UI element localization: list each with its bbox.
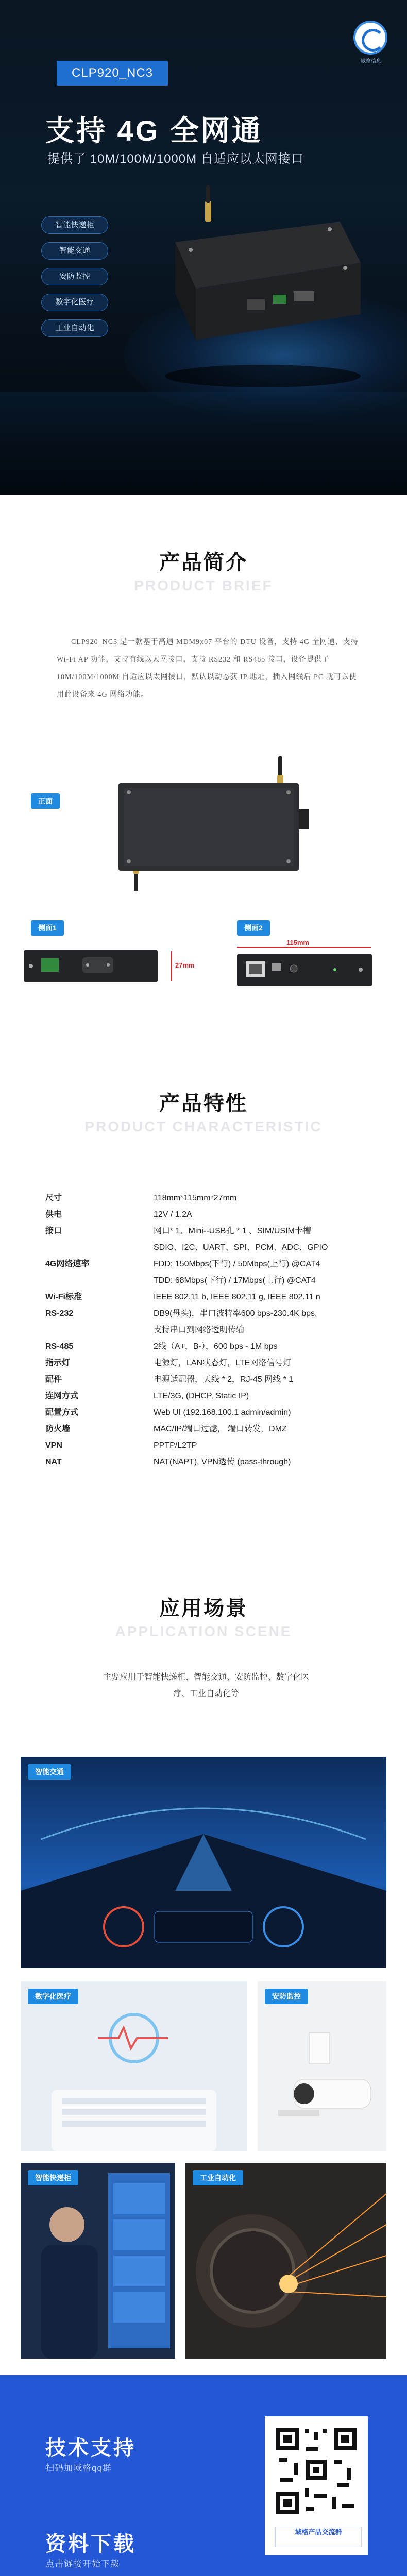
section-title: 应用场景 (159, 1597, 248, 1620)
section-title: 产品特性 (159, 1092, 248, 1115)
support-subtitle: 扫码加域格qq群 (45, 2463, 112, 2473)
spec-row (45, 1421, 385, 1437)
badge-industry: 工业自动化 (193, 2170, 243, 2185)
spec-value: 2线（A+，B-），600 bps - 1M bps (154, 1342, 278, 1351)
locker-image (21, 2163, 175, 2359)
spec-table (45, 1190, 385, 1470)
spec-row (45, 1355, 385, 1371)
spec-row (45, 1223, 385, 1256)
spec-key: 4G网络速率 (45, 1260, 90, 1268)
spec-key: 防火墙 (45, 1425, 71, 1433)
spec-key: RS-232 (45, 1309, 74, 1318)
dim-height-label: 27mm (175, 961, 195, 969)
spec-value: SDIO、I2C、UART、SPI、PCM、ADC、GPIO (154, 1243, 328, 1252)
product-characteristic-section (0, 1077, 407, 1582)
router-hero-image (155, 185, 371, 392)
spec-key: VPN (45, 1441, 62, 1450)
spec-value: FDD: 150Mbps(下行) / 50Mbps(上行) @CAT4 (154, 1260, 320, 1268)
spec-value: NAT(NAPT), VPN透传 (pass-through) (154, 1458, 291, 1466)
hero-subtitle: 提供了 10M/100M/1000M 自适应以太网接口 (47, 152, 304, 166)
spec-value: 12V / 1.2A (154, 1210, 192, 1219)
spec-key: 指示灯 (45, 1359, 71, 1367)
spec-key: 配件 (45, 1375, 62, 1384)
section-title: 产品简介 (159, 551, 248, 574)
spec-key: 供电 (45, 1210, 62, 1219)
download-title: 资料下载 (45, 2533, 136, 2555)
spec-row (45, 1338, 385, 1355)
spec-row (45, 1207, 385, 1223)
security-image (258, 1981, 386, 2151)
badge-medical: 数字化医疗 (28, 1989, 78, 2004)
support-footer (0, 2375, 407, 2576)
hero-floor (0, 392, 407, 495)
spec-value: LTE/3G, (DHCP, Static IP) (154, 1392, 249, 1400)
section-title-en: APPLICATION SCENE (115, 1623, 292, 1639)
qr-caption: 域格产品交流群 (275, 2527, 362, 2547)
medical-image (21, 1981, 247, 2151)
spec-key: 尺寸 (45, 1194, 62, 1202)
hero-title: 支持 4G 全网通 (45, 114, 263, 147)
spec-value: 电源灯，LAN状态灯，LTE网络信号灯 (154, 1359, 292, 1367)
router-side2-image (232, 950, 381, 991)
spec-row (45, 1190, 385, 1207)
spec-value: IEEE 802.11 b, IEEE 802.11 g, IEEE 802.11 n (154, 1293, 320, 1301)
dim-width-label: 115mm (286, 939, 310, 946)
brief-paragraph: CLP920_NC3 是一款基于高通 MDM9x07 平台的 DTU 设备，支持 4G 全网通、支持 Wi-Fi AP 功能，支持有线以太网接口，支持 RS232 和 RS485 接口，设备提供了 10M/100M/1000M 自适应以太网接口，默认以动态获 IP 地址，插入网线后 PC 就可以使用此设备来 4G 网络功能。 (57, 638, 359, 699)
spec-row (45, 1306, 385, 1338)
router-side1-image (21, 943, 175, 989)
feature-tag: 智能快递柜 (41, 216, 108, 234)
spec-row (45, 1388, 385, 1404)
hero-banner (0, 0, 407, 495)
traffic-image (21, 1757, 386, 1968)
spec-value: 支持串口到网络透明传输 (154, 1326, 245, 1334)
spec-key: NAT (45, 1458, 62, 1466)
spec-key: Wi-Fi标准 (45, 1293, 82, 1301)
spec-row (45, 1371, 385, 1388)
spec-row (45, 1454, 385, 1470)
logo-mark-icon (353, 21, 387, 55)
section-title-en: PRODUCT BRIEF (134, 578, 273, 594)
spec-value: DB9(母头)，串口波特率600 bps-230.4K bps, (154, 1309, 317, 1318)
badge-side2: 侧面2 (237, 920, 270, 936)
spec-row (45, 1437, 385, 1454)
feature-tag: 智能交通 (41, 242, 108, 260)
scene-card-medical (21, 1981, 247, 2151)
feature-tag: 数字化医疗 (41, 294, 108, 311)
badge-traffic: 智能交通 (28, 1764, 71, 1780)
qr-code-icon (265, 2416, 368, 2524)
badge-front: 正面 (31, 793, 60, 809)
model-tag: CLP920_NC3 (57, 61, 168, 86)
section-heading (0, 1087, 407, 1135)
dim-line-width (237, 947, 371, 948)
dim-line-height (171, 951, 172, 981)
logo-caption: 域格信息 (361, 59, 381, 64)
section-heading (0, 546, 407, 594)
feature-tag: 安防监控 (41, 268, 108, 285)
industry-image (185, 2163, 386, 2359)
spec-key: 接口 (45, 1227, 62, 1235)
spec-row (45, 1404, 385, 1421)
spec-value: 118mm*115mm*27mm (154, 1194, 237, 1202)
scene-card-traffic (21, 1757, 386, 1968)
qq-group-qr[interactable] (265, 2416, 368, 2555)
spec-value: 电源适配器，天线 * 2，RJ-45 网线 * 1 (154, 1375, 294, 1384)
scene-card-locker (21, 2163, 175, 2359)
badge-locker: 智能快递柜 (28, 2170, 78, 2185)
spec-key: 配置方式 (45, 1408, 79, 1417)
feature-tag: 工业自动化 (41, 319, 108, 337)
spec-key: RS-485 (45, 1342, 74, 1351)
support-title: 技术支持 (45, 2437, 136, 2460)
spec-value: MAC/IP/端口过滤， 端口转发，DMZ (154, 1425, 287, 1433)
router-front-image (103, 752, 319, 896)
spec-value: Web UI (192.168.100.1 admin/admin) (154, 1408, 291, 1417)
scene-card-industry (185, 2163, 386, 2359)
hero-feature-list (41, 216, 108, 345)
section-heading (0, 1592, 407, 1640)
badge-security: 安防监控 (265, 1989, 308, 2004)
brand-logo (350, 21, 392, 62)
scene-card-security (258, 1981, 386, 2151)
product-brief-section (0, 495, 407, 1077)
section-title-en: PRODUCT CHARACTERISTIC (84, 1118, 323, 1134)
spec-row (45, 1256, 385, 1289)
spec-key: 连网方式 (45, 1392, 79, 1400)
application-scene-section (0, 1582, 407, 2375)
spec-value: 网口* 1、Mini--USB孔 * 1 、SIM/USIM卡槽 (154, 1227, 311, 1235)
spec-value: PPTP/L2TP (154, 1441, 197, 1450)
spec-row (45, 1289, 385, 1306)
download-subtitle: 点击链接开始下载 (45, 2559, 120, 2569)
badge-side1: 侧面1 (31, 920, 64, 936)
spec-value: TDD: 68Mbps(下行) / 17Mbps(上行) @CAT4 (154, 1276, 316, 1285)
scene-intro: 主要应用于智能快递柜、智能交通、安防监控、数字化医疗、工业自动化等 (103, 1673, 310, 1698)
